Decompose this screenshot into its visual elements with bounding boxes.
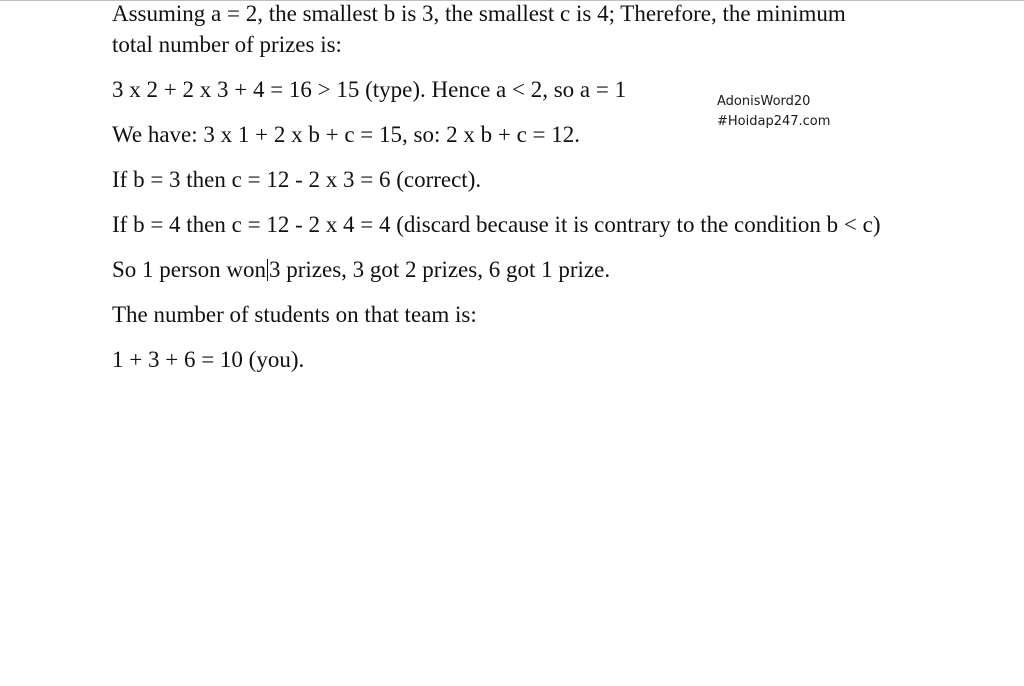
text-cursor bbox=[267, 259, 268, 281]
text-line-7[interactable] bbox=[112, 256, 610, 284]
text-after-cursor: 3 prizes, 3 got 2 prizes, 6 got 1 prize. bbox=[268, 257, 611, 282]
text-line-5: If b = 3 then c = 12 - 2 x 3 = 6 (correct). bbox=[112, 167, 482, 192]
text-line-3: 3 x 2 + 2 x 3 + 4 = 16 > 15 (type). Hence a < 2, so a = 1 bbox=[112, 77, 627, 102]
text-line-2: total number of prizes is: bbox=[112, 32, 342, 57]
text-line-9: 1 + 3 + 6 = 10 (you). bbox=[112, 347, 305, 372]
watermark-site: #Hoidap247.com bbox=[717, 114, 831, 129]
text-line-1: Assuming a = 2, the smallest b is 3, the smallest c is 4; Therefore, the minimum bbox=[112, 1, 846, 26]
watermark-author: AdonisWord20 bbox=[717, 94, 811, 109]
text-line-8: The number of students on that team is: bbox=[112, 302, 477, 327]
text-line-4: We have: 3 x 1 + 2 x b + c = 15, so: 2 x b + c = 12. bbox=[112, 122, 580, 147]
text-before-cursor: So 1 person won bbox=[112, 257, 266, 282]
text-line-6: If b = 4 then c = 12 - 2 x 4 = 4 (discard because it is contrary to the condition b < c) bbox=[112, 212, 881, 237]
